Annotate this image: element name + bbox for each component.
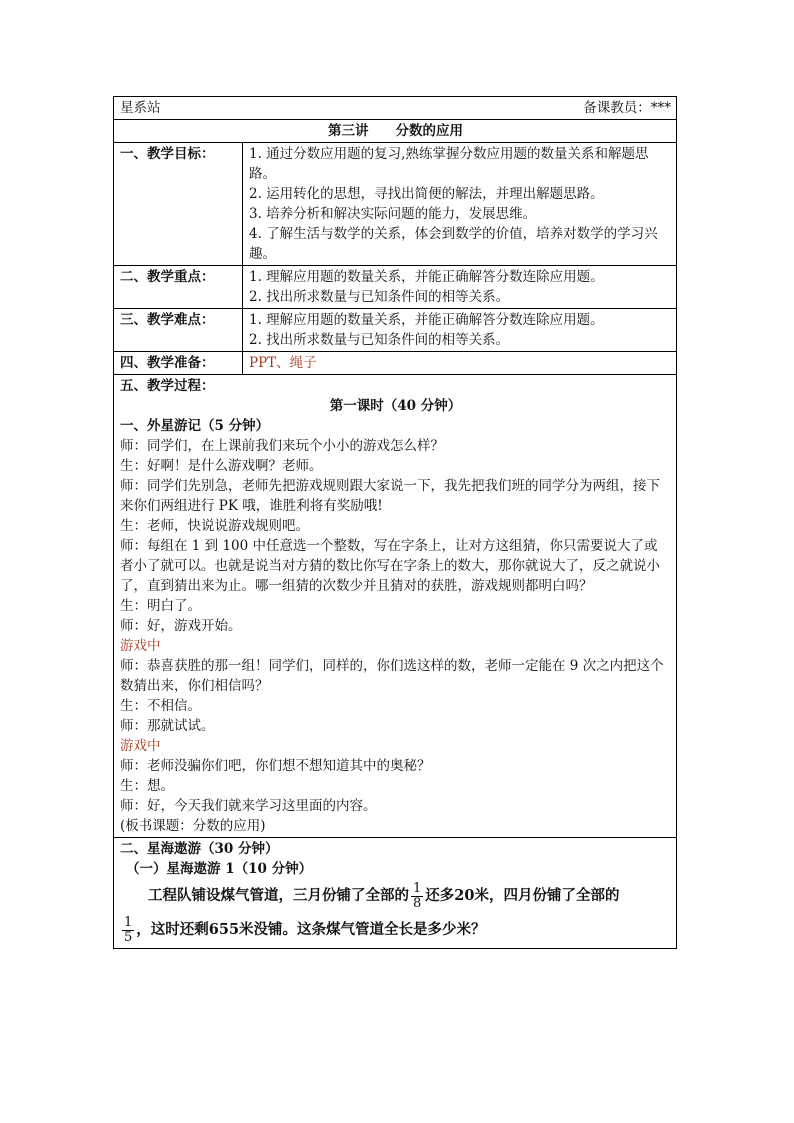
preparation-label: 四、教学准备： xyxy=(114,352,243,375)
dialogue-line: 生：明白了。 xyxy=(120,598,201,614)
fraction-numerator: 1 xyxy=(413,880,422,896)
fraction-numerator: 1 xyxy=(124,914,133,930)
difficult-points-row xyxy=(114,309,677,352)
section2-content xyxy=(114,838,677,949)
header-row xyxy=(114,97,677,120)
lesson-plan-sheet xyxy=(113,96,676,949)
dialogue-line: 生：不相信。 xyxy=(120,698,201,714)
word-problem-continued xyxy=(120,913,671,947)
period-title: 第一课时（40 分钟） xyxy=(329,398,462,414)
section2-title: 二、星海遨游（30 分钟） xyxy=(120,841,279,857)
preparation-row xyxy=(114,352,677,375)
dialogue-line: 生：好啊！是什么游戏啊？老师。 xyxy=(120,458,323,474)
difficult-points-label: 三、教学难点： xyxy=(114,309,243,352)
problem-text-part3: ，这时还剩655米没铺。这条煤气管道全长是多少米？ xyxy=(136,921,486,938)
process-content xyxy=(114,375,677,838)
dialogue-line: 师：老师没骗你们吧，你们想不想知道其中的奥秘？ xyxy=(120,758,431,774)
dialogue-line: 师：同学们，在上课前我们来玩个小小的游戏怎么样？ xyxy=(120,438,444,454)
fraction-one-eighth xyxy=(411,882,423,911)
objective-item: 4. 了解生活与数学的关系，体会到数学的价值，培养对数学的学习兴趣。 xyxy=(249,226,658,262)
dialogue-line: 师：恭喜获胜的那一组！同学们，同样的，你们选这样的数，老师一定能在 9 次之内把这个数猜出来，你们相信吗？ xyxy=(120,658,664,694)
dialogue-line: 师：每组在 1 到 100 中任意选一个整数，写在字条上，让对方这组猜，你只需要说大了或者小了就可以。也就是说当对方猜的数比你写在字条上的数大，那你就说大了，反之就说小了，直到猜出来为止。哪一组猜的次数少并且猜对的获胜，游戏规则都明白吗？ xyxy=(120,538,660,594)
dialogue-line: 师：好，今天我们就来学习这里面的内容。 xyxy=(120,798,377,814)
word-problem xyxy=(120,879,671,913)
process-row xyxy=(114,375,677,838)
objectives-row xyxy=(114,143,677,266)
problem-text-part2: 还多20米，四月份铺了全部的 xyxy=(425,887,620,904)
objective-item: 3. 培养分析和解决实际问题的能力，发展思维。 xyxy=(249,206,537,222)
key-points-label: 二、教学重点： xyxy=(114,266,243,309)
section1-title: 一、外星游记（5 分钟） xyxy=(120,418,270,434)
dialogue-line: 生：想。 xyxy=(120,778,174,794)
objective-item: 2. 运用转化的思想，寻找出简便的解法，并理出解题思路。 xyxy=(249,186,604,202)
fraction-denominator: 5 xyxy=(124,929,133,945)
dialogue-line: 师：好，游戏开始。 xyxy=(120,618,242,634)
process-label: 五、教学过程： xyxy=(120,378,215,394)
board-title-note: (板书课题：分数的应用) xyxy=(120,818,266,834)
center-name: 星系站 xyxy=(120,100,161,116)
difficult-point-item: 1. 理解应用题的数量关系，并能正确解答分数连除应用题。 xyxy=(249,312,604,328)
fraction-one-fifth xyxy=(122,916,134,945)
difficult-point-item: 2. 找出所求数量与已知条件间的相等关系。 xyxy=(249,332,510,348)
title-row xyxy=(114,120,677,143)
in-game-note: 游戏中 xyxy=(120,638,161,654)
lecture-title: 第三讲 分数的应用 xyxy=(114,120,677,143)
header-cell xyxy=(114,97,677,120)
dialogue-line: 生：老师，快说说游戏规则吧。 xyxy=(120,518,309,534)
dialogue-line: 师：同学们先别急，老师先把游戏规则跟大家说一下，我先把我们班的同学分为两组，接下来你们两组进行 PK 哦，谁胜利将有奖励哦! xyxy=(120,478,660,514)
teacher-label: 备课教员：*** xyxy=(583,100,671,116)
section2-row xyxy=(114,838,677,949)
key-point-item: 2. 找出所求数量与已知条件间的相等关系。 xyxy=(249,289,510,305)
objective-item: 1. 通过分数应用题的复习,熟练掌握分数应用题的数量关系和解题思路。 xyxy=(249,146,649,182)
fraction-denominator: 8 xyxy=(413,895,422,911)
key-point-item: 1. 理解应用题的数量关系，并能正确解答分数连除应用题。 xyxy=(249,269,604,285)
key-points-row xyxy=(114,266,677,309)
difficult-points-content xyxy=(243,309,677,352)
in-game-note: 游戏中 xyxy=(120,738,161,754)
lesson-plan-table xyxy=(113,96,677,949)
preparation-value: PPT、绳子 xyxy=(243,352,677,375)
problem-text-part1: 工程队铺设煤气管道，三月份铺了全部的 xyxy=(148,887,409,904)
objectives-label: 一、教学目标： xyxy=(114,143,243,266)
key-points-content xyxy=(243,266,677,309)
section2-subtitle: （一）星海遨游 1（10 分钟） xyxy=(126,861,313,877)
objectives-content xyxy=(243,143,677,266)
dialogue-line: 师：那就试试。 xyxy=(120,718,215,734)
